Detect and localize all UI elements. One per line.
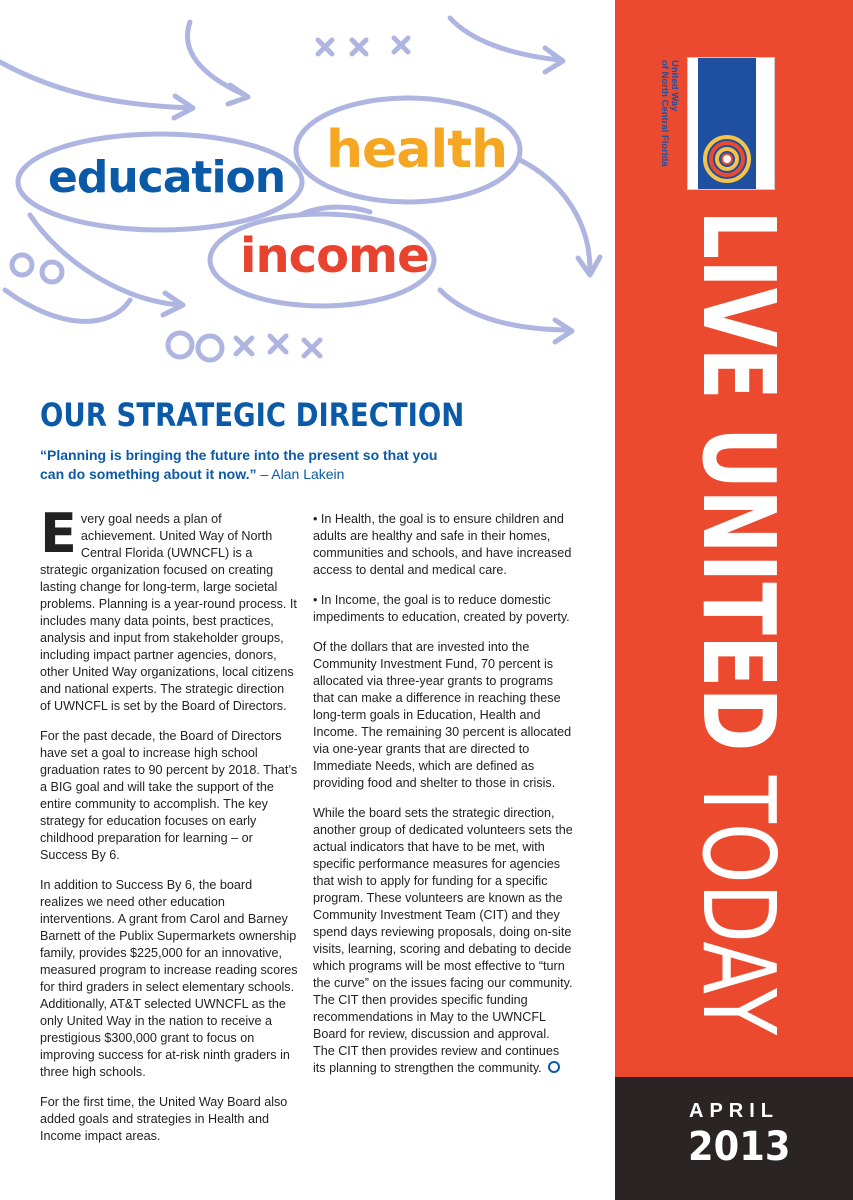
united-way-logo <box>687 57 775 190</box>
bullet-income: • In Income, the goal is to reduce domestic impediments to education, created by poverty. <box>313 593 570 624</box>
issue-month: APRIL <box>689 1100 779 1122</box>
logo-graphic <box>698 58 756 189</box>
end-mark-icon <box>548 1061 560 1073</box>
paragraph-final <box>313 805 573 1077</box>
paragraph: For the first time, the United Way Board also added goals and strategies in Health and Income impact areas. <box>40 1095 288 1143</box>
page-title: OUR STRATEGIC DIRECTION <box>40 396 465 434</box>
masthead-title <box>680 210 797 1036</box>
quote-text: “Planning is bringing the future into the present so that you can do something about it now.” <box>40 447 438 482</box>
paragraph-final-text: While the board sets the strategic direction, another group of dedicated volunteers sets the actual indicators that have to be met, with specific performance measures for agencies that wish to apply for funding for a specific program. These volunteers are known as the Community Investment Team (CIT) and they spend days reviewing proposals, doing on-site visits, learning, scoring and debating to decide which programs will be most effective to “turn the curve” on the issues facing our community. The CIT then provides specific funding recommendations in May to the UWNCFL Board for review, discussion and approval. The CIT then provides review and continues its planning to strengthen the community. <box>313 806 573 1075</box>
pull-quote <box>40 446 440 484</box>
quote-author: – Alan Lakein <box>256 466 345 482</box>
logo-rainbow-icon <box>705 137 749 181</box>
sketch-arrow-3 <box>0 62 190 108</box>
bullet-health: • In Health, the goal is to ensure children and adults are healthy and safe in their homes, communities and schools, and have increased access to dental and medical care. <box>313 512 572 577</box>
paragraph: For the past decade, the Board of Directors have set a goal to increase high school graduation rates to 90 percent by 2018. That’s a BIG goal and will take the support of the entire community to accomplish. The key strategy for education focuses on early childhood preparation for learning – or Success By 6. <box>40 729 298 862</box>
sketch-arrow-1 <box>187 22 245 95</box>
sketch-arrow-5 <box>520 160 590 270</box>
issue-year: 2013 <box>688 1124 791 1170</box>
paragraph-intro-text: very goal needs a plan of achievement. United Way of North Central Florida (UWNCFL) is a strategic organization focused on creating lasting change for long-term, large societal problems. Planning is a year-round process. It includes many data points, best practices, analysis and input from stakeholder groups, including impact partner agencies, donors, other United Way organizations, local citizens and national experts. The strategic direction of UWNCFL is set by the Board of Directors. <box>40 512 297 713</box>
masthead-light: TODAY <box>680 751 797 1036</box>
sketch-o-3 <box>168 333 192 357</box>
word-education: education <box>48 152 286 203</box>
logo-org-name <box>659 60 679 180</box>
paragraph-intro <box>40 502 298 715</box>
article-column-right <box>313 511 573 1090</box>
sketch-o-4 <box>198 336 222 360</box>
sketch-o-2 <box>42 262 62 282</box>
sketch-arrow-6 <box>440 290 570 330</box>
hero-sketch <box>0 0 615 390</box>
sketch-xs-bottom <box>236 336 320 356</box>
drop-cap: E <box>40 502 77 565</box>
logo-block <box>698 58 756 189</box>
masthead-bold: LIVE UNITED <box>680 210 797 752</box>
word-health: health <box>326 120 508 180</box>
paragraph: In addition to Success By 6, the board realizes we need other education interventions. A grant from Carol and Barney Barnett of the Publix Supermarkets ownership family, provides $225,000 for an innovative, measured program to increase reading scores for third graders in select elementary schools. Additionally, AT&T selected UWNCFL as the only United Way in the nation to receive a prestigious $300,000 grant to focus on improving success for at-risk ninth graders in three high schools. <box>40 878 298 1079</box>
word-income: income <box>240 228 429 284</box>
paragraph: Of the dollars that are invested into the Community Investment Fund, 70 percent is allocated via three-year grants to programs that can make a difference in reaching these long-term goals in Education, Health and Income. The remaining 30 percent is allocated via one-year grants that are directed to Immediate Needs, which are defined as providing food and shelter to those in crisis. <box>313 640 572 790</box>
sketch-xs-top <box>318 38 408 54</box>
logo-org-line-2: of North Central Florida <box>659 60 670 167</box>
sketch-o-1 <box>12 255 32 275</box>
article-column-left <box>40 502 298 1158</box>
sketch-arrow-7 <box>5 290 130 321</box>
sketch-arrow-2 <box>450 18 560 60</box>
logo-org-line-1: United Way <box>669 60 680 112</box>
